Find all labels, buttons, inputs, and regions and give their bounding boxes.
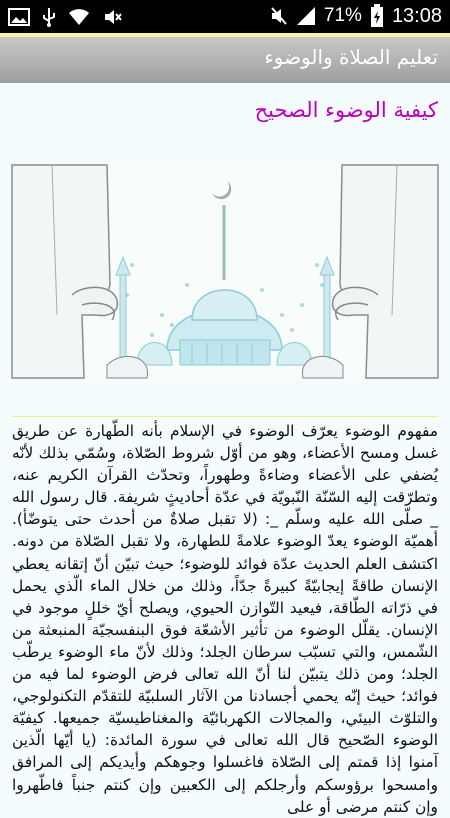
divider xyxy=(12,416,438,417)
wifi-icon xyxy=(68,8,90,26)
status-bar xyxy=(0,0,450,33)
image-icon xyxy=(8,8,30,26)
article-body: مفهوم الوضوء يعرّف الوضوء في الإسلام بأنه الطّهارة عن طريق غسل ومسح الأعضاء، وهو من أوّل شروط الصّلاة، وسُمّي بذلك لأنّه يُضفي على الأعضاء وضاءةً وطهوراً، وتحدّث القرآن الكريم عنه، وتطرّقت إليه السّنّة النّبويّة في عدّة أحاديثٍ شريفة. قال رسول الله _ صلّى الله عليه وسلّم _: (لا تقبل صلاةٌ من أحدث حتى يتوضّأ). أهميّة الوضوء يعدّ الوضوء علامةً للطهارة، ولا تقبل الصّلاة من دونه. اكتشف العلم الحديث عدّة فوائد للوضوء؛ حيث تبيّن أنّ إتقانه يعطي الإنسان طاقةً إيجابيّةً كبيرةً جدّاً، وذلك من خلال الماء الّذي يحمل في ذرّاته الطّاقة، فيعيد التّوازن الحيوي، ويصلح أيّ خللٍ موجود في الإنسان. يقلّل الوضوء من تأثير الأشعّة فوق البنفسجيّة المنبعثة من الشّمس، والتي تسبّب سرطان الجلد؛ وذلك لأنّ ماء الوضوء يرطّب الجلد؛ ومن ذلك يتبيّن لنا أنّ الله تعالى فرض الوضوء لما فيه من فوائد؛ حيث إنّه يحمي أجسادنا من الآثار السلبيّة للتقدّم التكنولوجي، والتلوّث البيئي، والمجالات الكهربائيّة والمغناطيسيّة جميعها. كيفيّة الوضوء الصّحيح قال الله تعالى في سورة المائدة: (يا أيّها الّذين آمنوا إذا قمتم إلى الصّلاة فاغسلوا وجوهكم وأيديكم إلى المرافق وامسحوا برؤوسكم وأرجلكم إلى الكعبين وإن كنتم جنباً فاطّهروا وإن كنتم مرضى أو على xyxy=(12,422,438,816)
mosque-hands-illustration xyxy=(12,165,438,378)
usb-icon xyxy=(42,7,56,27)
signal-icon xyxy=(296,6,316,26)
clock: 13:08 xyxy=(391,4,442,27)
page-heading: كيفية الوضوء الصحيح xyxy=(254,98,438,122)
mute-icon xyxy=(102,7,122,27)
battery-percent: 71% xyxy=(323,5,362,26)
battery-icon xyxy=(370,4,384,28)
mute-icon xyxy=(270,6,288,26)
app-bar xyxy=(0,33,450,83)
app-title: تعليم الصلاة والوضوء xyxy=(264,45,438,69)
